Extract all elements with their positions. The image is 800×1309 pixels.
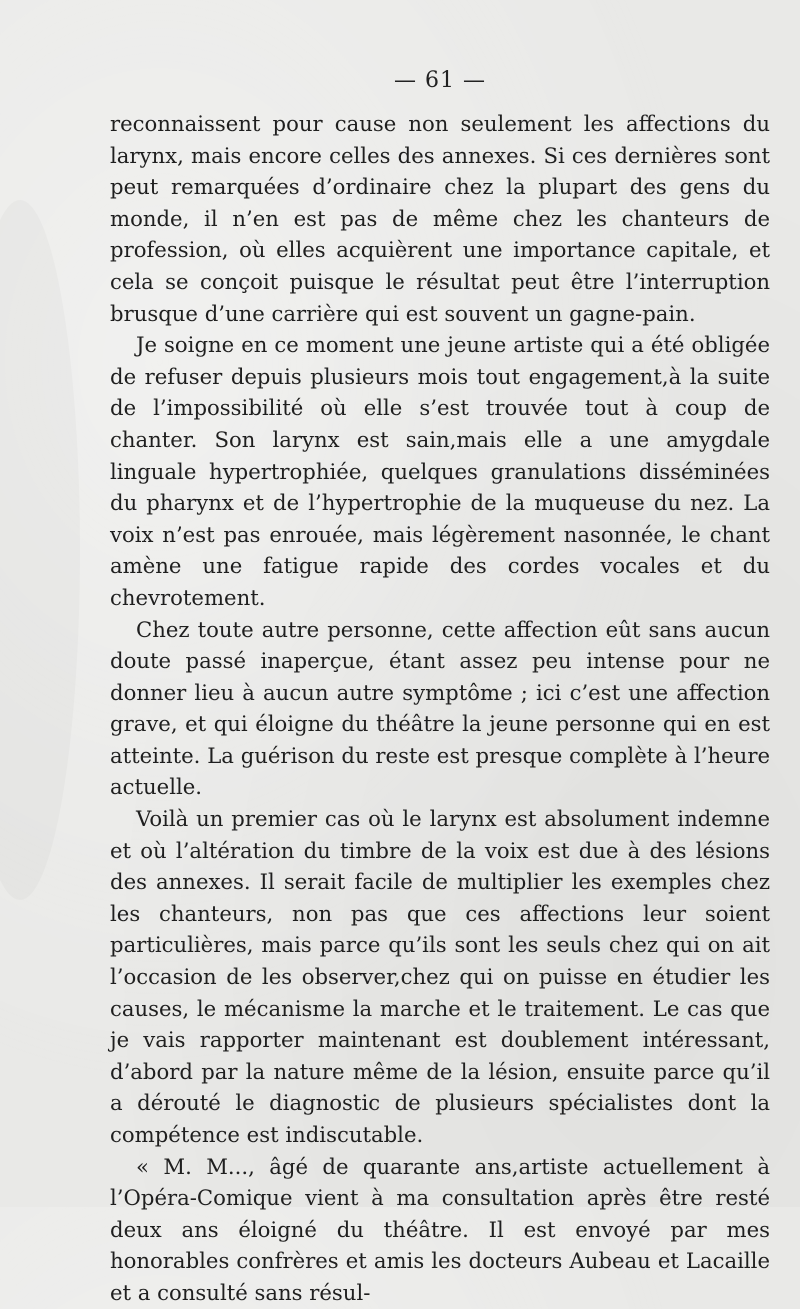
paragraph-4: Voilà un premier cas où le larynx est absolument indemne et où l’altération du timbre de la voix est due à des lésions des annexes. Il serait facile de multiplier les exemples chez les chanteurs, non pas que ces affections leur soient particulières, mais parce qu’ils sont les seuls chez qui on ait l’occasion de les observer,chez qui on puisse en étudier les causes, le mécanisme la marche et le traitement. Le cas que je vais rapporter maintenant est doublement intéressant, d’abord par la nature même de la lésion, ensuite parce qu’il a dérouté le diagnostic de plusieurs spécialistes dont la compétence est indiscutable. <box>110 806 770 1147</box>
page-number: — 61 — <box>394 68 486 93</box>
paragraph-1: reconnaissent pour cause non seulement les affections du larynx, mais encore celles des annexes. Si ces dernières sont peut remarquées d’ordinaire chez la plupart des gens du monde, il n’en est pas de même chez les chanteurs de profession, où elles acquièrent une importance capitale, et cela se conçoit puisque le résultat peut être l’interruption brusque d’une carrière qui est souvent un gagne-pain. <box>110 111 770 326</box>
paragraph-3: Chez toute autre personne, cette affection eût sans aucun doute passé inaperçue, étant assez peu intense pour ne donner lieu à aucun autre symptôme ; ici c’est une affection grave, et qui éloigne du théâtre la jeune personne qui en est atteinte. La guérison du reste est presque complète à l’heure actuelle. <box>110 616 770 800</box>
scan-shadow <box>0 200 80 900</box>
paragraph-5: « M. M..., âgé de quarante ans,artiste actuellement à l’Opéra-Comique vient à ma consultation après être resté deux ans éloigné du théâtre. Il est envoyé par mes honorables confrères et amis les docteurs Aubeau et Lacaille et a consulté sans résul- <box>110 1153 770 1305</box>
paragraph-2: Je soigne en ce moment une jeune artiste qui a été obligée de refuser depuis plusieurs mois tout engagement,à la suite de l’impossibilité où elle s’est trouvée tout à coup de chanter. Son larynx est sain,mais elle a une amygdale linguale hypertrophiée, quelques granulations disséminées du pharynx et de l’hypertrophie de la muqueuse du nez. La voix n’est pas enrouée, mais légèrement nasonnée, le chant amène une fatigue rapide des cordes vocales et du chevrotement. <box>110 332 770 610</box>
body-text <box>110 108 770 1309</box>
